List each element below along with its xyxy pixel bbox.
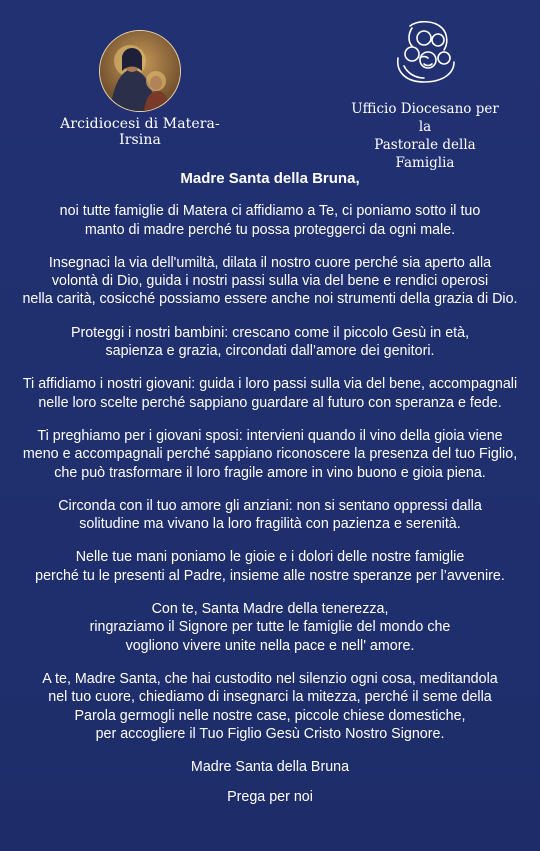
closing-invocation: Madre Santa della Bruna — [190, 759, 350, 776]
prayer-line: Ti preghiamo per i giovani sposi: intervieni quando il vino della gioia viene — [37, 427, 503, 444]
prayer-line: Parola germogli nelle nostre case, piccole chiese domestiche, — [74, 707, 466, 724]
prayer-paragraph — [14, 600, 526, 655]
prayer-line: Con te, Santa Madre della tenerezza, — [151, 601, 389, 618]
diocese-caption: Arcidiocesi di Matera-Irsina — [60, 116, 220, 148]
prayer-paragraph — [14, 202, 526, 239]
prayer-line: Insegnaci la via dell'umiltà, dilata il nostro cuore perché sia aperto alla — [48, 254, 492, 271]
madonna-icon — [99, 30, 181, 112]
prayer-title: Madre Santa della Bruna, — [180, 170, 360, 187]
prayer-line: sapienza e grazia, circondati dall’amore dei genitori. — [105, 343, 435, 360]
prayer-line: meno e accompagnali perché sappiano riconoscere la presenza del tuo Figlio, — [22, 446, 518, 463]
prayer-line: per accogliere il Tuo Figlio Gesù Cristo Nostro Signore. — [95, 725, 445, 742]
office-caption-line2: Pastorale della Famiglia — [374, 137, 476, 171]
prayer-paragraph — [14, 548, 526, 585]
prayer-paragraph — [14, 375, 526, 412]
prayer-line: volontà di Dio, guida i nostri passi sulla via del bene e rendici operosi — [51, 273, 489, 290]
prayer-line: che può trasformare il loro fragile amore in vino buono e gioia piena. — [54, 464, 486, 481]
family-logo-icon — [390, 18, 460, 88]
prayer-line: Ti affidiamo i nostri giovani: guida i loro passi sulla via del bene, accompagnali — [22, 376, 518, 393]
prayer-line: Proteggi i nostri bambini: crescano come il piccolo Gesù in età, — [70, 324, 470, 341]
family-office-logo — [345, 18, 505, 172]
prayer-line: manto di madre perché tu possa proteggerci da ogni male. — [84, 221, 456, 238]
prayer-line: noi tutte famiglie di Matera ci affidiamo a Te, ci poniamo sotto il tuo — [59, 203, 481, 220]
prayer-line: nella carità, cosicché possiamo essere anche noi strumenti della grazia di Dio. — [22, 291, 518, 308]
prayer-line: nel tuo cuore, chiediamo di insegnarci la mitezza, perché il seme della — [48, 689, 492, 706]
prayer-line: Nelle tue mani poniamo le gioie e i dolori delle nostre famiglie — [75, 549, 465, 566]
prayer-line: ringraziamo il Signore per tutte le famiglie del mondo che — [89, 619, 451, 636]
office-caption-line1: Ufficio Diocesano per la — [351, 101, 499, 135]
prayer-paragraph — [14, 670, 526, 743]
prayer-text — [14, 170, 526, 819]
prayer-line: A te, Madre Santa, che hai custodito nel silenzio ogni cosa, meditandola — [42, 670, 498, 687]
prayer-line: perché tu le presenti al Padre, insieme alle nostre speranze per l’avvenire. — [35, 567, 505, 584]
prayer-line: vogliono vivere unite nella pace e nell' amore. — [125, 637, 415, 654]
closing-plea: Prega per noi — [227, 789, 313, 806]
prayer-line: Circonda con il tuo amore gli anziani: non si sentano oppressi dalla — [58, 497, 482, 514]
prayer-paragraph — [14, 324, 526, 361]
prayer-paragraph — [14, 254, 526, 309]
prayer-paragraph — [14, 497, 526, 534]
office-caption — [345, 100, 505, 172]
prayer-line: nelle loro scelte perché sappiano guardare al futuro con speranza e fede. — [38, 394, 502, 411]
diocese-logo — [40, 30, 240, 148]
prayer-paragraph — [14, 427, 526, 482]
prayer-paragraphs — [14, 202, 526, 743]
prayer-line: solitudine ma vivano la loro fragilità con pazienza e serenità. — [79, 516, 461, 533]
